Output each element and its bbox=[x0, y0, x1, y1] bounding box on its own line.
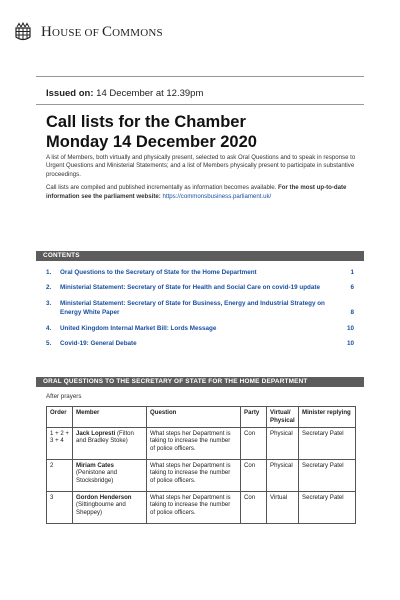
cell-minister: Secretary Patel bbox=[299, 491, 356, 523]
table-header-row bbox=[47, 407, 356, 428]
cell-order: 2 bbox=[47, 459, 73, 491]
cell-mode: Virtual bbox=[267, 491, 299, 523]
contents-item[interactable]: 2. Ministerial Statement: Secretary of State for Health and Social Care on covid-19 update 6 bbox=[46, 284, 354, 292]
oral-questions-heading: ORAL QUESTIONS TO THE SECRETARY OF STATE FOR THE HOME DEPARTMENT bbox=[36, 377, 364, 387]
cell-minister: Secretary Patel bbox=[299, 459, 356, 491]
cell-member: Jack Lopresti (Filton and Bradley Stoke) bbox=[73, 427, 147, 459]
contents-item[interactable]: 1. Oral Questions to the Secretary of State for the Home Department 1 bbox=[46, 269, 354, 276]
after-prayers-label: After prayers bbox=[46, 393, 82, 400]
cell-mode: Physical bbox=[267, 427, 299, 459]
contents-item[interactable]: 5. Covid-19: General Debate 10 bbox=[46, 340, 354, 348]
table-row bbox=[47, 427, 356, 459]
cell-question: What steps her Department is taking to increase the number of police officers. bbox=[147, 459, 241, 491]
col-question: Question bbox=[147, 407, 241, 428]
contents-heading: CONTENTS bbox=[36, 251, 364, 261]
table-row bbox=[47, 459, 356, 491]
col-party: Party bbox=[241, 407, 267, 428]
page-title: Call lists for the Chamber Monday 14 December 2020 bbox=[46, 113, 257, 151]
cell-party: Con bbox=[241, 491, 267, 523]
cell-mode: Physical bbox=[267, 459, 299, 491]
cell-member: Miriam Cates (Penistone and Stocksbridge) bbox=[73, 459, 147, 491]
cell-party: Con bbox=[241, 459, 267, 491]
cell-question: What steps her Department is taking to increase the number of police officers. bbox=[147, 427, 241, 459]
masthead bbox=[14, 22, 163, 42]
issued-line: Issued on: 14 December at 12.39pm bbox=[46, 88, 204, 99]
cell-question: What steps her Department is taking to increase the number of police officers. bbox=[147, 491, 241, 523]
col-order: Order bbox=[47, 407, 73, 428]
cell-party: Con bbox=[241, 427, 267, 459]
cell-order: 3 bbox=[47, 491, 73, 523]
portcullis-logo-icon bbox=[14, 22, 32, 42]
col-member: Member bbox=[73, 407, 147, 428]
parliament-website-link[interactable]: https://commonsbusiness.parliament.uk/ bbox=[162, 192, 272, 200]
top-rule bbox=[36, 76, 364, 77]
contents-list bbox=[36, 268, 364, 348]
cell-minister: Secretary Patel bbox=[299, 427, 356, 459]
contents-item[interactable]: 3. Ministerial Statement: Secretary of State for Business, Energy and Industrial Strategy on Energy White Paper 8 bbox=[46, 299, 354, 317]
org-name: HOUSE OF COMMONS bbox=[41, 23, 163, 40]
contents-item[interactable]: 4. United Kingdom Internal Market Bill: Lords Message 10 bbox=[46, 324, 354, 332]
col-virtual-physical: Virtual/ Physical bbox=[267, 407, 299, 428]
oral-questions-table bbox=[46, 406, 356, 524]
cell-order: 1 + 2 + 3 + 4 bbox=[47, 427, 73, 459]
issued-rule bbox=[36, 104, 364, 105]
cell-member: Gordon Henderson (Sittingbourne and Sheppey) bbox=[73, 491, 147, 523]
col-minister: Minister replying bbox=[299, 407, 356, 428]
table-row bbox=[47, 491, 356, 523]
intro-text: A list of Members, both virtually and physically present, selected to ask Oral Questions and to speak in response to Urgent Questions and Ministerial Statements; and a list of Members physically present to participate in substantive proceedings. Call lists are compiled and published incrementally as information becomes available. For the most up-to-date information see the parliament website: https://commonsbusiness.parliament.uk/ bbox=[46, 154, 356, 200]
